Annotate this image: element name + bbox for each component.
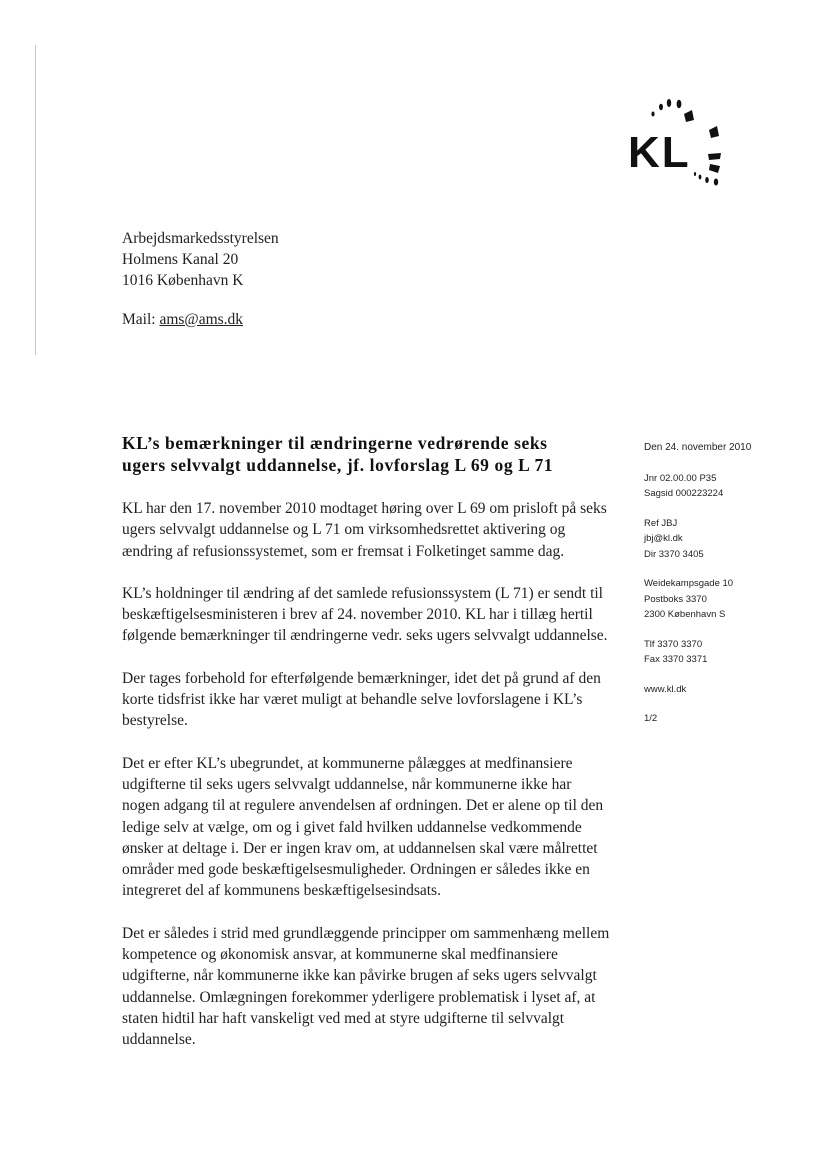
recipient-address bbox=[122, 228, 279, 330]
recipient-city: 1016 København K bbox=[122, 272, 244, 289]
case-refs bbox=[644, 471, 804, 502]
page-number: 1/2 bbox=[644, 713, 658, 724]
case-id: Sagsid 000223224 bbox=[644, 488, 724, 499]
scan-margin-line bbox=[35, 45, 36, 355]
recipient-name: Arbejdsmarkedsstyrelsen bbox=[122, 230, 279, 247]
website-group bbox=[644, 682, 804, 698]
sender-street: Weidekampsgade 10 bbox=[644, 578, 734, 589]
paragraph: KL har den 17. november 2010 modtaget høring over L 69 om prisloft på seks ugers selvvalgt uddannelse og L 71 om virksomhedsrettet aktivering og ændring af refusionssystemet, som er fremsat i Folketinget samme dag. bbox=[122, 500, 607, 560]
sender-address bbox=[644, 576, 804, 623]
paragraph: Det er efter KL’s ubegrundet, at kommunerne pålægges at medfinansiere udgifterne til seks ugers selvvalgt uddannelse, når kommunerne ikke har nogen adgang til at regulere anvendelsen af ordningen. Det er alene op til den ledige selv at vælge, om og i givet fald hvilken uddannelse vedkommende ønsker at deltage i. Der er ingen krav om, at uddannelsen skal være målrettet områder med gode beskæftigelsesmuligheder. Ordningen er således ikke en integreret del af kommunens beskæftigelsesindsats. bbox=[122, 754, 604, 900]
phone-numbers bbox=[644, 637, 804, 668]
reference: Ref JBJ bbox=[644, 517, 678, 529]
fax: Fax 3370 3371 bbox=[644, 654, 708, 665]
sender-info-sidebar bbox=[644, 440, 804, 727]
letter-date: Den 24. november 2010 bbox=[644, 442, 752, 453]
recipient-mail-line bbox=[122, 309, 279, 330]
phone: Tlf 3370 3370 bbox=[644, 638, 703, 650]
contact-email[interactable]: jbj@kl.dk bbox=[644, 533, 683, 544]
sender-city: 2300 København S bbox=[644, 609, 726, 620]
direct-phone: Dir 3370 3405 bbox=[644, 548, 704, 560]
kl-logo bbox=[620, 90, 735, 190]
paragraph: Det er således i strid med grundlæggende principper om sammenhæng mellem kompetence og økonomisk ansvar, at kommunerne skal medfinansiere udgifterne, når kommunerne ikke kan påvirke brugen af seks ugers selvvalgt uddannelse. Omlægningen forekommer yderligere problematisk i lyset af, at staten hidtil har haft vanskeligt ved med at styre udgifterne til selvvalgt uddannelse. bbox=[122, 924, 610, 1049]
paragraph: Der tages forbehold for efterfølgende bemærkninger, idet det på grund af den korte tidsfrist ikke har været muligt at behandle selve lovforslagene i KL’s bestyrelse. bbox=[122, 669, 601, 730]
logo-text: KL bbox=[628, 128, 691, 177]
contact-person bbox=[644, 516, 804, 563]
website-link[interactable]: www.kl.dk bbox=[644, 683, 687, 695]
letter-body bbox=[122, 498, 610, 1072]
mail-label: Mail: bbox=[122, 311, 156, 328]
journal-number: Jnr 02.00.00 P35 bbox=[644, 472, 717, 484]
paragraph: KL’s holdninger til ændring af det samlede refusionssystem (L 71) er sendt til beskæftigelsesministeren i brev af 24. november 2010. KL har i tillæg hertil følgende bemærkninger til ændringerne vedr. seks ugers selvvalgt uddannelse. bbox=[122, 584, 608, 645]
mail-link[interactable]: ams@ams.dk bbox=[159, 311, 244, 328]
sender-postbox: Postboks 3370 bbox=[644, 593, 707, 605]
letter-title: KL’s bemærkninger til ændringerne vedrørende seks ugers selvvalgt uddannelse, jf. lovforslag L 69 og L 71 bbox=[122, 433, 554, 475]
recipient-street: Holmens Kanal 20 bbox=[122, 251, 239, 268]
